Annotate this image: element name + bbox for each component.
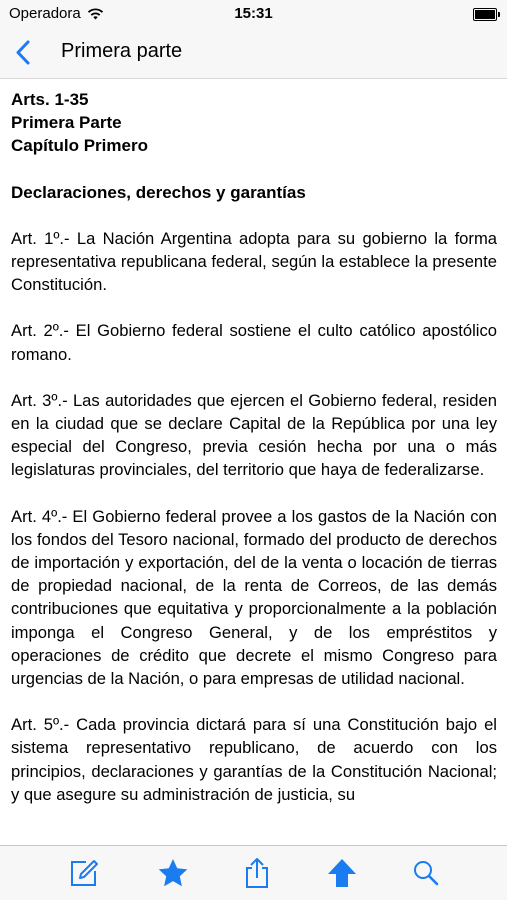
heading-articles: Arts. 1-35: [11, 90, 89, 109]
article-1: Art. 1º.- La Nación Argentina adopta para su gobierno la forma representativa republicana federal, según la establece la presente Constitución.: [11, 228, 497, 295]
chevron-left-icon: [12, 38, 38, 68]
battery-icon: [473, 8, 497, 21]
status-bar: [0, 0, 507, 28]
back-button[interactable]: [12, 38, 38, 68]
article-5: Art. 5º.- Cada provincia dictará para sí una Constitución bajo el sistema representativo republicano, de acuerdo con los principios, declaraciones y garantías de la Constitución Nacional; y que asegure su administración de justicia, su: [11, 715, 497, 804]
search-button[interactable]: [408, 857, 442, 889]
nav-bar: [0, 28, 507, 79]
star-icon: [156, 857, 190, 889]
carrier-label: Operadora: [9, 5, 81, 22]
article-2: Art. 2º.- El Gobierno federal sostiene el culto católico apostólico romano.: [11, 321, 497, 364]
share-button[interactable]: [240, 857, 274, 889]
compose-icon: [67, 857, 101, 889]
status-time: 15:31: [234, 5, 273, 22]
scroll-top-button[interactable]: [325, 857, 359, 889]
compose-button[interactable]: [67, 857, 101, 889]
section-title: Declaraciones, derechos y garantías: [11, 182, 306, 202]
favorite-button[interactable]: [156, 857, 190, 889]
up-arrow-icon: [325, 857, 359, 889]
article-3: Art. 3º.- Las autoridades que ejercen el Gobierno federal, residen en la ciudad que se declare Capital de la República por una ley especial del Congreso, previa cesión hecha por una o más legislaturas provinciales, del territorio que haya de federalizarse.: [11, 390, 497, 480]
search-icon: [408, 857, 442, 889]
share-icon: [240, 857, 274, 889]
heading-part: Primera Parte: [11, 113, 122, 133]
article-content[interactable]: [11, 88, 497, 846]
bottom-toolbar: [0, 845, 507, 900]
article-4: Art. 4º.- El Gobierno federal provee a los gastos de la Nación con los fondos del Tesoro nacional, formado del producto de derechos de importación y exportación, del de la venta o locación de tierras de propiedad nacional, de la renta de Correos, de las demás contribuciones que equitativa y proporcionalmente a la población imponga el Congreso General, y de los empréstitos y operaciones de crédito que decrete el mismo Congreso para urgencias de la Nación, o para empresas de utilidad nacional.: [11, 506, 497, 689]
page-title: Primera parte: [61, 40, 183, 62]
heading-chapter: Capítulo Primero: [11, 136, 148, 156]
